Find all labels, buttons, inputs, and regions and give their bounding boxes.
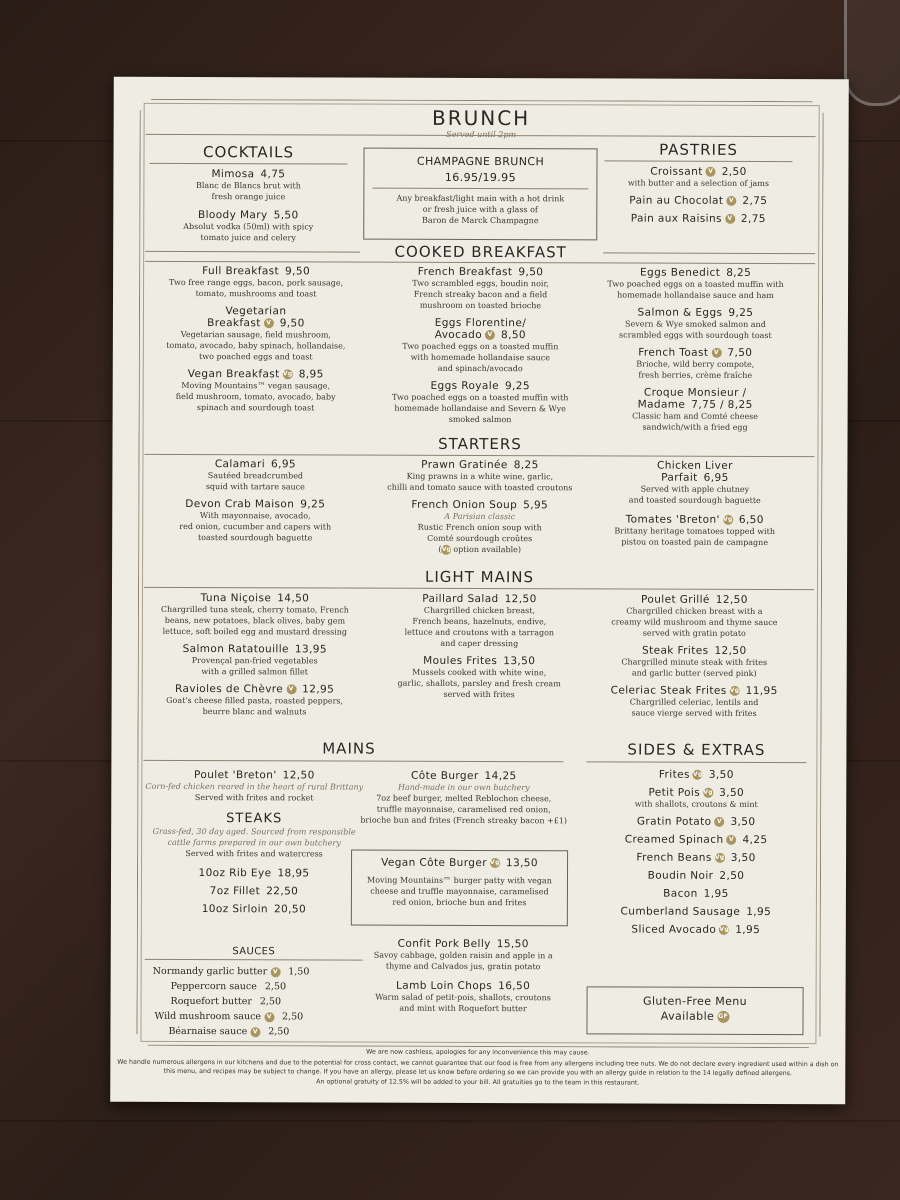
- steaks-note: cattle farms prepared in our own butchery: [167, 837, 341, 848]
- item-name: Salmon Ratatouille: [182, 642, 289, 656]
- sauce-price: 1,50: [288, 966, 310, 978]
- item-price: 2,75: [740, 212, 766, 225]
- item-desc: Sautéed breadcrumbed: [207, 471, 304, 481]
- item-name: Full Breakfast: [202, 265, 280, 278]
- cocktails-section: [143, 143, 353, 244]
- item-desc: Served with apple chutney: [640, 484, 750, 494]
- champagne-desc: or fresh juice with a glass of: [422, 204, 538, 215]
- item-name: French Beans: [636, 851, 712, 864]
- item-name: Boudin Noir: [647, 869, 714, 882]
- brunch-menu: [110, 77, 849, 1105]
- item-price: 1,95: [703, 887, 729, 900]
- item-desc: French streaky bacon and a field: [413, 289, 548, 300]
- item-name: Confit Pork Belly: [397, 937, 491, 951]
- item-desc: Two poached eggs on a toasted muffin with: [607, 279, 784, 290]
- item-price: 1,95: [746, 905, 772, 919]
- vegetarian-icon: V: [726, 196, 736, 206]
- item-desc: toasted sourdough baguette: [197, 533, 313, 543]
- vegetarian-icon: V: [264, 318, 274, 328]
- item-name: Madame: [637, 398, 686, 411]
- starters-col3: [577, 459, 812, 548]
- vegetarian-icon: V: [264, 1012, 274, 1022]
- item-desc: Provençal pan-fried vegetables: [191, 655, 318, 666]
- sauce-price: 2,50: [282, 1011, 304, 1023]
- sauce-item: [154, 1011, 303, 1023]
- item-name: Avocado: [434, 328, 483, 342]
- section-title-mains: MAINS: [322, 739, 376, 758]
- item-desc: tomato, avocado, baby spinach, hollandaise,: [166, 340, 346, 351]
- vegetarian-icon: V: [727, 835, 737, 845]
- item-name: Cumberland Sausage: [620, 905, 741, 918]
- item-desc: homemade hollandaise and Severn & Wye: [394, 403, 566, 414]
- item-price: 3,50: [708, 768, 734, 781]
- sauce-item: [168, 1026, 289, 1037]
- item-price: 16,50: [498, 980, 531, 993]
- item-desc: Absolut vodka (50ml) with spicy: [183, 221, 314, 232]
- item-name: Vegan Breakfast: [187, 367, 280, 381]
- item-name: Chicken Liver: [657, 459, 733, 472]
- cooked-col1: [141, 265, 372, 414]
- item-price: 7,50: [727, 346, 753, 359]
- item-price: 9,50: [285, 265, 311, 278]
- vegetarian-icon: V: [270, 967, 280, 977]
- vegan-icon: Vg: [693, 770, 703, 780]
- vegan-icon: Vg: [283, 369, 293, 379]
- item-desc: and toasted sourdough baguette: [628, 495, 761, 505]
- item-name: Eggs Royale: [430, 379, 499, 393]
- cooked-col2: [363, 266, 599, 426]
- item-desc: Warm salad of petit-pois, shallots, croutons: [375, 992, 551, 1003]
- item-desc: beans, new potatoes, black olives, baby gem: [164, 615, 346, 626]
- item-desc: served with gratin potato: [642, 628, 746, 638]
- section-title: COCKTAILS: [202, 143, 295, 162]
- item-name: Prawn Gratinée: [421, 458, 508, 472]
- item-desc: Chargrilled minute steak with frites: [621, 657, 768, 668]
- item-price: 12,95: [302, 683, 335, 696]
- item-desc: scrambled eggs with sourdough toast: [619, 330, 772, 341]
- starters-col2: Prawn Gratinée 8,25 King prawns in a white wine, garlic, chilli and tomato sauce with toasted croutons French Onion Soup 5,95 A Parisian classic Rustic French onion soup with Comté sourdough croûtes (Vg option available): [362, 459, 597, 556]
- footer-cashless: We are now cashless, apologies for any inconvenience this may cause.: [366, 1048, 590, 1057]
- sauce-name: Peppercorn sauce: [170, 980, 257, 993]
- item-name: Sliced Avocado: [631, 923, 717, 936]
- sauce-name: Normandy garlic butter: [152, 965, 268, 978]
- item-price: 3,50: [719, 786, 745, 799]
- footer-allergens: We handle numerous allergens in our kitchens and due to the potential for cross contact, we cannot guarantee that our food is free from any allergens including tree nuts. We do not declare every ingredient used within a dish on: [117, 1058, 839, 1069]
- item-name: Poulet Grillé: [641, 593, 710, 606]
- item-desc: lettuce, soft boiled egg and mustard dressing: [162, 626, 348, 637]
- item-desc: with a grilled salmon fillet: [201, 667, 309, 677]
- item-name: Pain aux Raisins: [630, 212, 722, 225]
- item-desc: two poached eggs and toast: [199, 352, 313, 362]
- item-price: 18,95: [277, 867, 310, 880]
- item-price: 2,50: [721, 165, 747, 178]
- steaks-title: STEAKS: [226, 811, 283, 827]
- vegetarian-icon: V: [714, 817, 724, 827]
- vegan-icon: Vg: [441, 545, 451, 555]
- item-name: Moules Frites: [423, 654, 498, 668]
- item-desc: with homemade hollandaise sauce: [410, 352, 551, 363]
- sauce-item: [153, 966, 310, 978]
- item-desc: beurre blanc and walnuts: [202, 707, 307, 717]
- item-name: 10oz Rib Eye: [198, 867, 272, 880]
- item-price: 12,50: [714, 644, 747, 657]
- item-desc: Goat's cheese filled pasta, roasted peppers,: [166, 695, 344, 706]
- item-name: Eggs Florentine/: [434, 316, 527, 330]
- item-price: 12,50: [282, 769, 315, 782]
- item-desc: Rustic French onion soup with: [417, 522, 542, 533]
- item-desc: With mayonnaise, avocado,: [199, 511, 311, 521]
- section-title-sides: SIDES & EXTRAS: [627, 740, 766, 759]
- item-name: Pain au Chocolat: [629, 194, 724, 207]
- item-name: Croque Monsieur /: [643, 386, 747, 399]
- vegan-icon: Vg: [719, 925, 729, 935]
- item-price: 4,75: [260, 168, 286, 181]
- item-desc: and caper dressing: [440, 638, 519, 649]
- item-desc: Chargrilled chicken breast,: [423, 605, 536, 616]
- item-price: 2,50: [719, 869, 745, 882]
- item-desc: brioche bun and frites (French streaky bacon +£1): [360, 815, 568, 826]
- item-desc: and spinach/avocado: [437, 363, 523, 374]
- item-name: Frites: [658, 768, 690, 781]
- item-name: Bloody Mary: [197, 209, 268, 222]
- item-desc: thyme and Calvados jus, gratin potato: [385, 961, 541, 972]
- item-price: 8,25: [513, 459, 539, 472]
- item-name: Gratin Potato: [636, 815, 712, 828]
- vegetarian-icon: V: [286, 684, 296, 694]
- sauce-name: Wild mushroom sauce: [154, 1010, 262, 1023]
- vegetarian-icon: V: [711, 348, 721, 358]
- item-desc: field mushroom, tomato, avocado, baby: [175, 391, 336, 402]
- item-name: Petit Pois: [648, 786, 701, 799]
- item-name: Vegan Côte Burger: [381, 856, 487, 870]
- champagne-title: CHAMPAGNE BRUNCH: [416, 154, 545, 169]
- item-desc: red onion, brioche bun and frites: [392, 897, 527, 908]
- item-name: Vegetarian: [225, 305, 287, 318]
- item-desc: and garlic butter (served pink): [631, 668, 757, 678]
- vegetarian-icon: V: [706, 167, 716, 177]
- item-desc: Two poached eggs on a toasted muffin: [402, 341, 559, 352]
- item-name: French Onion Soup: [411, 498, 518, 512]
- item-desc: Two scrambled eggs, boudin noir,: [412, 278, 549, 289]
- sauce-item: [171, 996, 282, 1007]
- steaks-desc: Served with frites and watercress: [185, 848, 323, 859]
- gluten-free-text: Available: [660, 1009, 715, 1023]
- vegetarian-icon: V: [250, 1027, 260, 1037]
- item-desc: 7oz beef burger, melted Reblochon cheese,: [376, 793, 552, 804]
- item-price: 3,50: [730, 851, 756, 864]
- item-price: 20,50: [273, 903, 307, 916]
- item-name: Salmon & Eggs: [637, 306, 723, 319]
- item-desc: option available): [453, 544, 522, 555]
- vegetarian-icon: V: [725, 214, 735, 224]
- light-mains-col3: [577, 593, 812, 719]
- item-desc: French beans, hazelnuts, endive,: [412, 616, 547, 627]
- item-price: 9,25: [300, 498, 326, 511]
- item-desc: Savoy cabbage, golden raisin and apple in a: [373, 950, 553, 961]
- champagne-brunch-box: [363, 148, 597, 241]
- item-name: Tuna Niçoise: [200, 592, 272, 605]
- item-name: Lamb Loin Chops: [396, 979, 493, 993]
- section-title-light-mains: LIGHT MAINS: [425, 567, 535, 587]
- item-price: 13,50: [505, 857, 539, 870]
- item-desc: Moving Mountains™ burger patty with vegan: [367, 875, 552, 886]
- item-desc: Brittany heritage tomatoes topped with: [614, 526, 776, 537]
- sauce-price: 2,50: [259, 996, 282, 1008]
- item-name: Parfait: [661, 471, 698, 484]
- item-name: Steak Frites: [642, 644, 709, 657]
- item-name: Côte Burger: [411, 769, 479, 782]
- item-name: Tomates 'Breton': [625, 513, 720, 526]
- mains-col2-lower: [351, 938, 576, 1015]
- item-price: 11,95: [745, 684, 778, 698]
- item-price: 13,50: [503, 655, 536, 668]
- item-price: 3,50: [730, 815, 756, 828]
- item-desc: pistou on toasted pain de campagne: [621, 537, 769, 548]
- item-desc: Vegetarian sausage, field mushroom,: [180, 329, 332, 340]
- champagne-desc: Baron de Marck Champagne: [421, 215, 539, 226]
- vegan-icon: Vg: [730, 686, 740, 696]
- item-desc: mushroom on toasted brioche: [419, 300, 542, 311]
- item-price: 13,95: [294, 643, 328, 656]
- item-price: 7,75 / 8,25: [691, 398, 753, 411]
- sauce-price: 2,50: [264, 981, 287, 993]
- item-desc: fresh berries, crème fraîche: [638, 370, 753, 380]
- item-price: 15,50: [496, 938, 529, 951]
- gluten-free-box: [586, 986, 803, 1035]
- light-mains-col1: [140, 592, 370, 718]
- item-note: Corn-fed chicken reared in the heart of rural Brittany: [145, 781, 364, 792]
- item-note: A Parisian classic: [444, 511, 516, 522]
- item-name: Paillard Salad: [422, 592, 499, 606]
- item-name: Mimosa: [211, 168, 255, 181]
- gluten-free-text: Gluten-Free Menu: [643, 994, 748, 1008]
- footer-allergens: this menu, and recipes may be subject to change. If you have an allergy, please let us know before ordering so we can provide you with an allergy guide in relation to the 14 legally defined allergens.: [163, 1067, 793, 1078]
- sauce-name: Roquefort butter: [170, 995, 252, 1008]
- item-name: Celeriac Steak Frites: [610, 684, 727, 697]
- item-desc: spinach and sourdough toast: [196, 403, 315, 413]
- gluten-free-icon: GF: [717, 1011, 729, 1023]
- footer-gratuity: An optional gratuity of 12.5% will be added to your bill. All gratuities go to the team in this restaurant.: [316, 1078, 640, 1087]
- item-desc: smoked salmon: [448, 414, 512, 425]
- item-desc: with butter and a selection of jams: [627, 178, 770, 189]
- item-price: 5,95: [523, 499, 549, 512]
- item-desc: Brioche, wild berry compote,: [636, 359, 755, 369]
- item-price: 14,50: [277, 592, 310, 605]
- vegan-icon: Vg: [490, 858, 500, 868]
- item-desc: fresh orange juice: [211, 192, 286, 202]
- item-desc: Chargrilled chicken breast with a: [626, 606, 763, 616]
- item-desc: Comté sourdough croûtes: [427, 533, 533, 544]
- item-desc: tomato juice and celery: [200, 233, 296, 243]
- vegan-icon: Vg: [715, 853, 725, 863]
- item-name: French Breakfast: [417, 265, 513, 279]
- sides-list: [581, 766, 812, 936]
- mains-col1: [139, 769, 370, 916]
- item-desc: homemade hollandaise sauce and ham: [617, 290, 774, 301]
- item-desc: cheese and truffle mayonnaise, caramelised: [370, 886, 549, 897]
- item-price: 8,50: [501, 329, 527, 342]
- item-desc: truffle mayonnaise, caramelised red onion,: [376, 804, 551, 815]
- item-name: Devon Crab Maison: [185, 497, 295, 511]
- item-desc: Two free range eggs, bacon, pork sausage,: [168, 277, 344, 288]
- section-title-cooked: COOKED BREAKFAST: [394, 242, 567, 262]
- item-price: 9,50: [518, 266, 544, 279]
- item-desc: Classic ham and Comté cheese: [632, 411, 759, 421]
- item-price: 14,25: [484, 770, 517, 783]
- item-price: 5,50: [273, 209, 299, 222]
- item-desc: Two poached eggs on a toasted muffin with: [391, 392, 569, 403]
- item-price: 6,95: [271, 458, 297, 471]
- item-desc: lettuce and croutons with a tarragon: [404, 627, 555, 638]
- item-desc: with shallots, croutons & mint: [634, 799, 758, 809]
- item-price: 8,25: [726, 266, 752, 279]
- item-name: Creamed Spinach: [624, 833, 724, 846]
- item-desc: Mussels cooked with white wine,: [412, 667, 547, 678]
- item-desc: Moving Mountains™ vegan sausage,: [181, 380, 331, 391]
- menu-title: BRUNCH: [431, 105, 531, 131]
- item-price: 22,50: [266, 885, 299, 898]
- item-desc: garlic, shallots, parsley and fresh cream: [397, 678, 561, 689]
- vegan-burger-box: [351, 850, 568, 927]
- item-desc: Served with frites and rocket: [194, 793, 314, 803]
- item-price: 4,25: [742, 833, 768, 847]
- item-desc: Blanc de Blancs brut with: [195, 181, 301, 191]
- sauce-name: Béarnaise sauce: [168, 1025, 248, 1038]
- item-price: 9,50: [279, 317, 305, 330]
- item-price: 12,50: [715, 593, 748, 606]
- item-name: 7oz Fillet: [209, 885, 261, 898]
- item-price: 8,95: [298, 368, 324, 381]
- item-price: 6,50: [738, 513, 764, 526]
- item-note: Hand-made in our own butchery: [397, 782, 530, 793]
- item-desc: and mint with Roquefort butter: [399, 1003, 527, 1014]
- vegetarian-icon: V: [485, 330, 495, 340]
- item-name: Bacon: [663, 887, 698, 900]
- sauce-price: 2,50: [268, 1026, 290, 1038]
- vegan-icon: Vg: [703, 788, 713, 798]
- item-desc: Severn & Wye smoked salmon and: [624, 319, 766, 329]
- cooked-col3: [578, 266, 814, 433]
- item-desc: squid with tartare sauce: [205, 482, 305, 492]
- item-name: Breakfast: [207, 317, 261, 330]
- item-price: 1,95: [735, 923, 761, 936]
- wine-glass: [844, 0, 900, 106]
- pastries-section: [598, 140, 798, 225]
- item-name: 10oz Sirloin: [201, 903, 269, 916]
- item-price: 12,50: [504, 593, 537, 606]
- item-name: Calamari: [214, 458, 266, 471]
- section-title-starters: STARTERS: [438, 434, 522, 454]
- item-price: 2,75: [742, 194, 768, 208]
- item-name: Croissant: [650, 165, 703, 178]
- steaks-note: Grass-fed, 30 day aged. Sourced from responsible: [152, 826, 356, 837]
- light-mains-col2: [362, 593, 597, 701]
- item-desc: served with frites: [443, 689, 515, 700]
- item-desc: King prawns in a white wine, garlic,: [406, 471, 554, 482]
- item-price: 9,25: [504, 380, 530, 393]
- starters-col1: [140, 458, 370, 544]
- item-desc: red onion, cucumber and capers with: [179, 521, 332, 532]
- item-name: Ravioles de Chèvre: [175, 682, 284, 696]
- vegan-icon: Vg: [723, 515, 733, 525]
- item-name: Poulet 'Breton': [194, 769, 277, 782]
- sauces-section: [139, 946, 369, 964]
- sauce-item: [171, 981, 286, 992]
- item-price: 9,25: [728, 306, 754, 319]
- item-desc: tomato, mushrooms and toast: [195, 289, 317, 299]
- section-title: PASTRIES: [659, 140, 739, 159]
- item-desc: Chargrilled tuna steak, cherry tomato, French: [160, 604, 349, 615]
- item-name: Eggs Benedict: [639, 266, 721, 279]
- item-desc: sauce vierge served with frites: [631, 708, 757, 718]
- item-desc: sandwich/with a fried egg: [642, 422, 748, 432]
- item-name: French Toast: [638, 346, 709, 359]
- item-desc: Chargrilled celeriac, lentils and: [629, 697, 759, 707]
- champagne-desc: Any breakfast/light main with a hot drink: [396, 193, 565, 204]
- champagne-price: 16.95/19.95: [444, 170, 517, 185]
- item-desc: creamy wild mushroom and thyme sauce: [611, 617, 778, 628]
- sauces-title: SAUCES: [232, 946, 276, 958]
- item-desc: chilli and tomato sauce with toasted croutons: [387, 482, 573, 493]
- item-price: 6,95: [703, 471, 729, 484]
- mains-col2: [351, 770, 576, 827]
